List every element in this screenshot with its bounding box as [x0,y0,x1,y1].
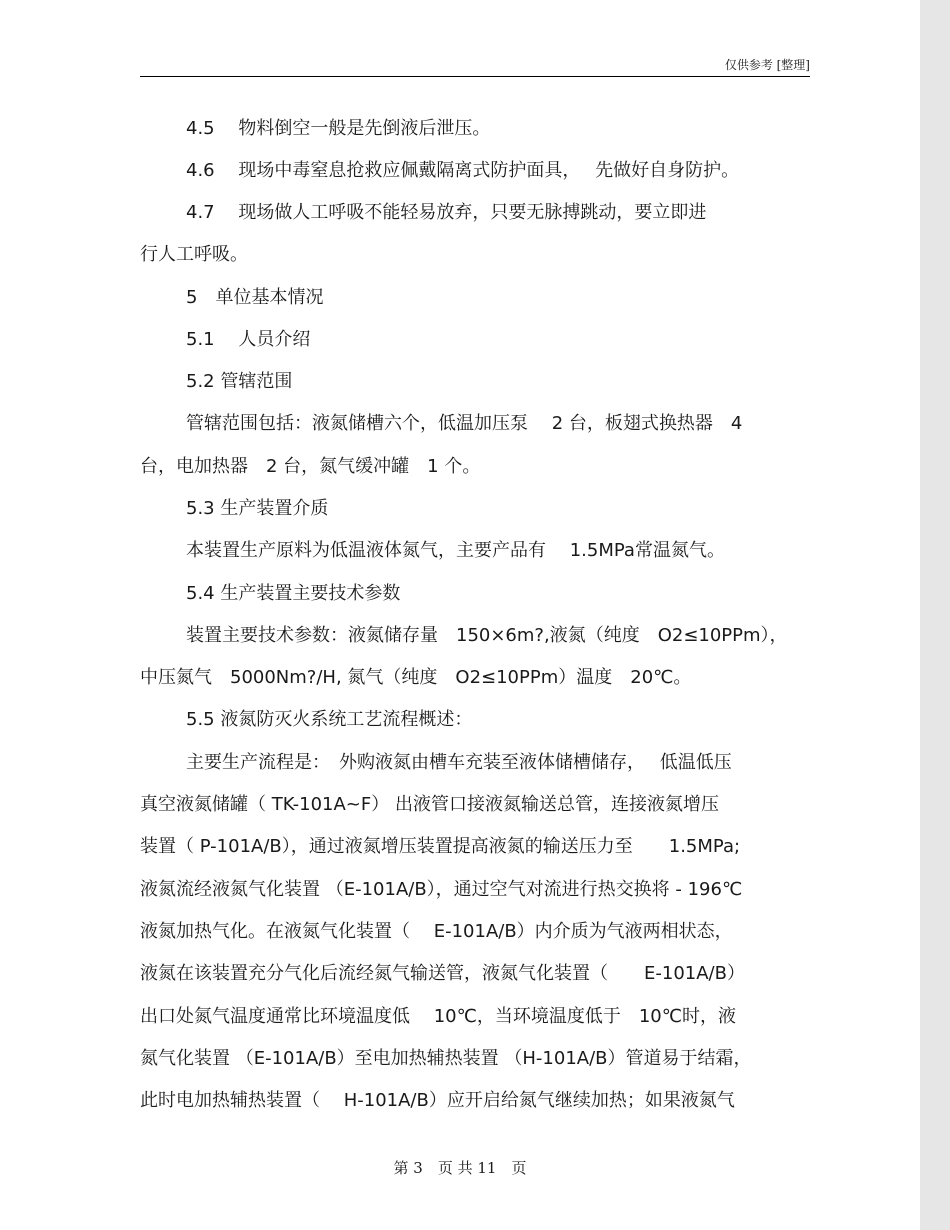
text-line: 主要生产流程是： 外购液氮由槽车充装至液体储槽储存， 低温低压 [186,752,732,773]
text-line: 5.2 管辖范围 [186,371,293,392]
text-line: 5 单位基本情况 [186,287,324,308]
text-line: 行人工呼吸。 [140,244,248,265]
text-line: 4.7 现场做人工呼吸不能轻易放弃，只要无脉搏跳动，要立即进 [186,202,707,223]
text-line: 真空液氮储罐（ TK-101A~F） 出液管口接液氮输送总管，连接液氮增压 [140,794,719,815]
text-line: 本装置生产原料为低温液体氮气，主要产品有 1.5MPa常温氮气。 [186,540,725,561]
text-line: 装置（ P-101A/B），通过液氮增压装置提高液氮的输送压力至 1.5MPa; [140,836,741,857]
page-number: 第 3 页 共 11 页 [393,1159,527,1177]
text-line: 4.6 现场中毒窒息抢救应佩戴隔离式防护面具， 先做好自身防护。 [186,160,740,181]
text-line: 4.5 物料倒空一般是先倒液后泄压。 [186,118,491,139]
page-edge-shadow [920,0,950,1230]
text-line: 5.3 生产装置介质 [186,498,329,519]
text-line: 此时电加热辅热装置（ H-101A/B）应开启给氮气继续加热；如果液氮气 [140,1090,735,1111]
text-line: 5.5 液氮防灭火系统工艺流程概述： [186,709,473,730]
text-line: 中压氮气 5000Nm?/H, 氮气（纯度 O2≤10PPm）温度 20℃。 [140,667,692,688]
text-line: 5.4 生产装置主要技术参数 [186,583,401,604]
header-divider [140,76,810,77]
text-line: 氮气化装置 （E-101A/B）至电加热辅热装置 （H-101A/B）管道易于结霜， [140,1048,752,1069]
text-line: 5.1 人员介绍 [186,329,311,350]
text-line: 液氮在该装置充分气化后流经氮气输送管，液氮气化装置（ E-101A/B） [140,963,745,984]
text-line: 台，电加热器 2 台，氮气缓冲罐 1 个。 [140,456,481,477]
text-line: 出口处氮气温度通常比环境温度低 10℃，当环境温度低于 10℃时，液 [140,1006,736,1027]
text-line: 装置主要技术参数：液氮储存量 150×6m?,液氮（纯度 O2≤10PPm）， [186,625,788,646]
text-line: 管辖范围包括：液氮储槽六个，低温加压泵 2 台，板翅式换热器 4 [186,413,743,434]
text-line: 液氮流经液氮气化装置 （E-101A/B），通过空气对流进行热交换将 - 196℃ [140,879,743,900]
header-note: 仅供参考 [整理] [724,58,810,72]
text-line: 液氮加热气化。在液氮气化装置（ E-101A/B）内介质为气液两相状态， [140,921,733,942]
